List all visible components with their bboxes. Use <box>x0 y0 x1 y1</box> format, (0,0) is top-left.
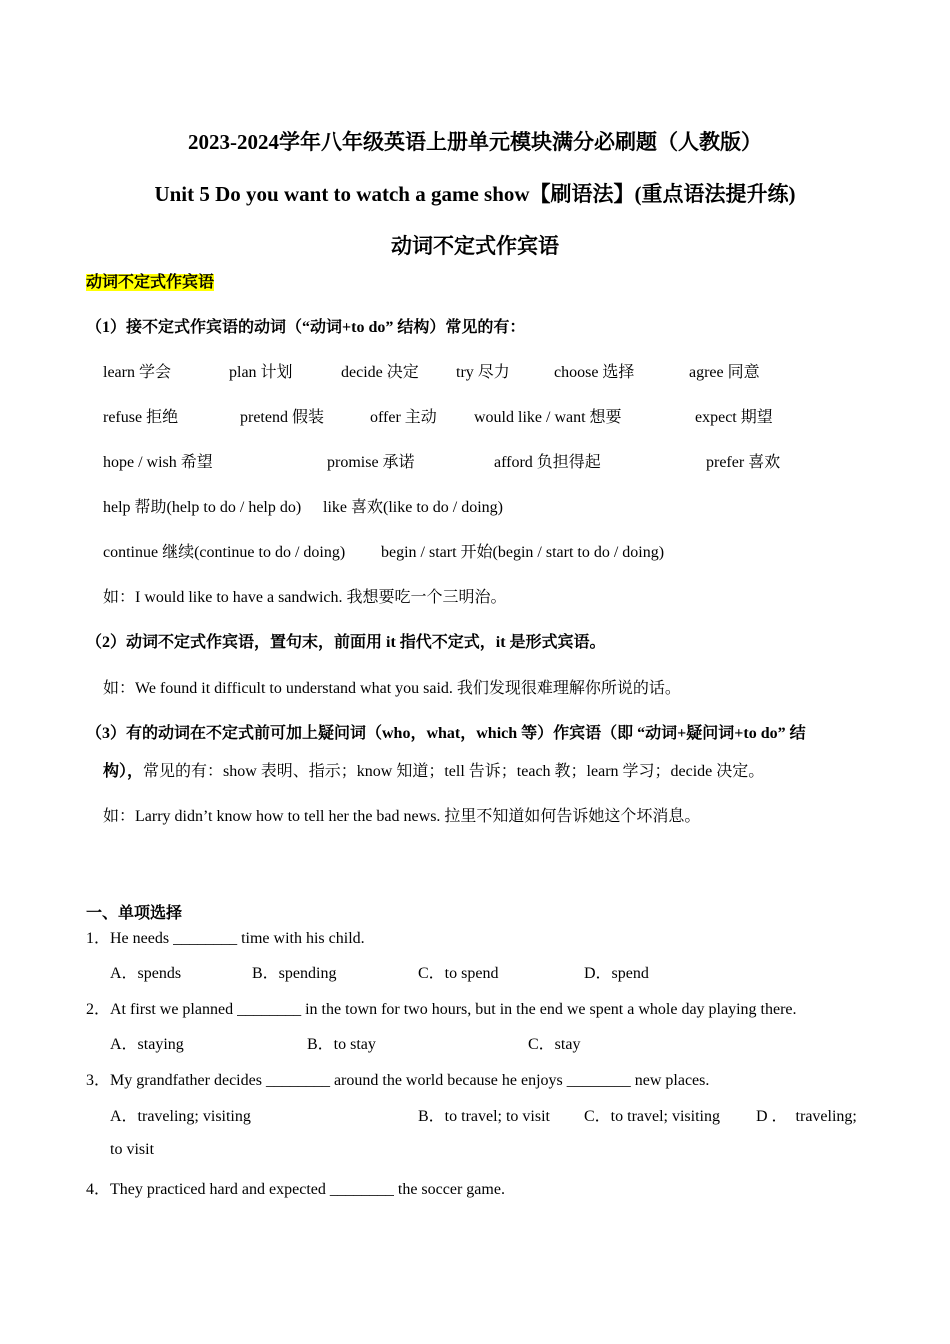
rule-2: （2）动词不定式作宾语，置句末，前面用 it 指代不定式，it 是形式宾语。 <box>86 634 606 651</box>
verb-item: learn 学会 <box>103 364 171 381</box>
answer-option[interactable]: D．spend <box>584 965 649 982</box>
answer-option-continued: to visit <box>110 1141 155 1158</box>
verb-item: refuse 拒绝 <box>103 409 179 426</box>
section-title: 一、单项选择 <box>86 905 183 922</box>
rule-1: （1）接不定式作宾语的动词（“动词+to do” 结构）常见的有： <box>86 319 526 336</box>
verb-item: hope / wish 希望 <box>103 454 213 471</box>
rule-3-verbs: 常见的有：show 表明、指示；know 知道；tell 告诉；teach 教；learn 学习；decide 决定。 <box>143 763 765 780</box>
verb-item: try 尽力 <box>456 364 510 381</box>
rule-3-continued: 构）， <box>103 763 144 780</box>
verb-item: would like / want 想要 <box>474 409 622 426</box>
verb-item: help 帮助(help to do / help do) <box>103 499 302 516</box>
answer-option[interactable]: D ． traveling; <box>756 1108 857 1125</box>
answer-option[interactable]: C．stay <box>528 1036 581 1053</box>
topic-heading: 动词不定式作宾语 <box>391 234 559 258</box>
example-3: 如：Larry didn’t know how to tell her the bad news. 拉里不知道如何告诉她这个坏消息。 <box>103 808 701 825</box>
answer-option[interactable]: A．traveling; visiting <box>110 1108 251 1125</box>
verb-item: decide 决定 <box>341 364 419 381</box>
verb-item: agree 同意 <box>689 364 760 381</box>
answer-option[interactable]: B．spending <box>252 965 337 982</box>
unit-subtitle: Unit 5 Do you want to watch a game show【刷语法】(重点语法提升练) <box>154 182 796 206</box>
verb-item: choose 选择 <box>554 364 635 381</box>
verb-item: like 喜欢(like to do / doing) <box>323 499 503 516</box>
question-stem: 2．At first we planned ________ in the town for two hours, but in the end we spent a whole day playing there. <box>86 1001 797 1018</box>
answer-option[interactable]: C．to travel; visiting <box>584 1108 720 1125</box>
answer-option[interactable]: A．staying <box>110 1036 184 1053</box>
rule-3: （3）有的动词在不定式前可加上疑问词（who，what，which 等）作宾语（即 “动词+疑问词+to do” 结 <box>86 725 806 742</box>
verb-item: afford 负担得起 <box>494 454 601 471</box>
verb-item: pretend 假装 <box>240 409 324 426</box>
verb-item: begin / start 开始(begin / start to do / doing) <box>381 544 665 561</box>
question-stem: 4．They practiced hard and expected ________ the soccer game. <box>86 1181 505 1198</box>
verb-item: offer 主动 <box>370 409 437 426</box>
highlighted-topic-label: 动词不定式作宾语 <box>86 274 215 291</box>
document-title: 2023-2024学年八年级英语上册单元模块满分必刷题（人教版） <box>188 130 762 154</box>
example-2: 如：We found it difficult to understand what you said. 我们发现很难理解你所说的话。 <box>103 680 681 697</box>
answer-option[interactable]: A．spends <box>110 965 182 982</box>
question-stem: 3．My grandfather decides ________ around the world because he enjoys ________ new places. <box>86 1072 710 1089</box>
verb-item: plan 计划 <box>229 364 293 381</box>
answer-option[interactable]: B．to travel; to visit <box>418 1108 550 1125</box>
verb-item: promise 承诺 <box>327 454 415 471</box>
answer-option[interactable]: B．to stay <box>307 1036 376 1053</box>
question-stem: 1．He needs ________ time with his child. <box>86 930 365 947</box>
verb-item: expect 期望 <box>695 409 773 426</box>
verb-item: continue 继续(continue to do / doing) <box>103 544 346 561</box>
example-1: 如：I would like to have a sandwich. 我想要吃一个三明治。 <box>103 589 507 606</box>
answer-option[interactable]: C．to spend <box>418 965 499 982</box>
verb-item: prefer 喜欢 <box>706 454 781 471</box>
